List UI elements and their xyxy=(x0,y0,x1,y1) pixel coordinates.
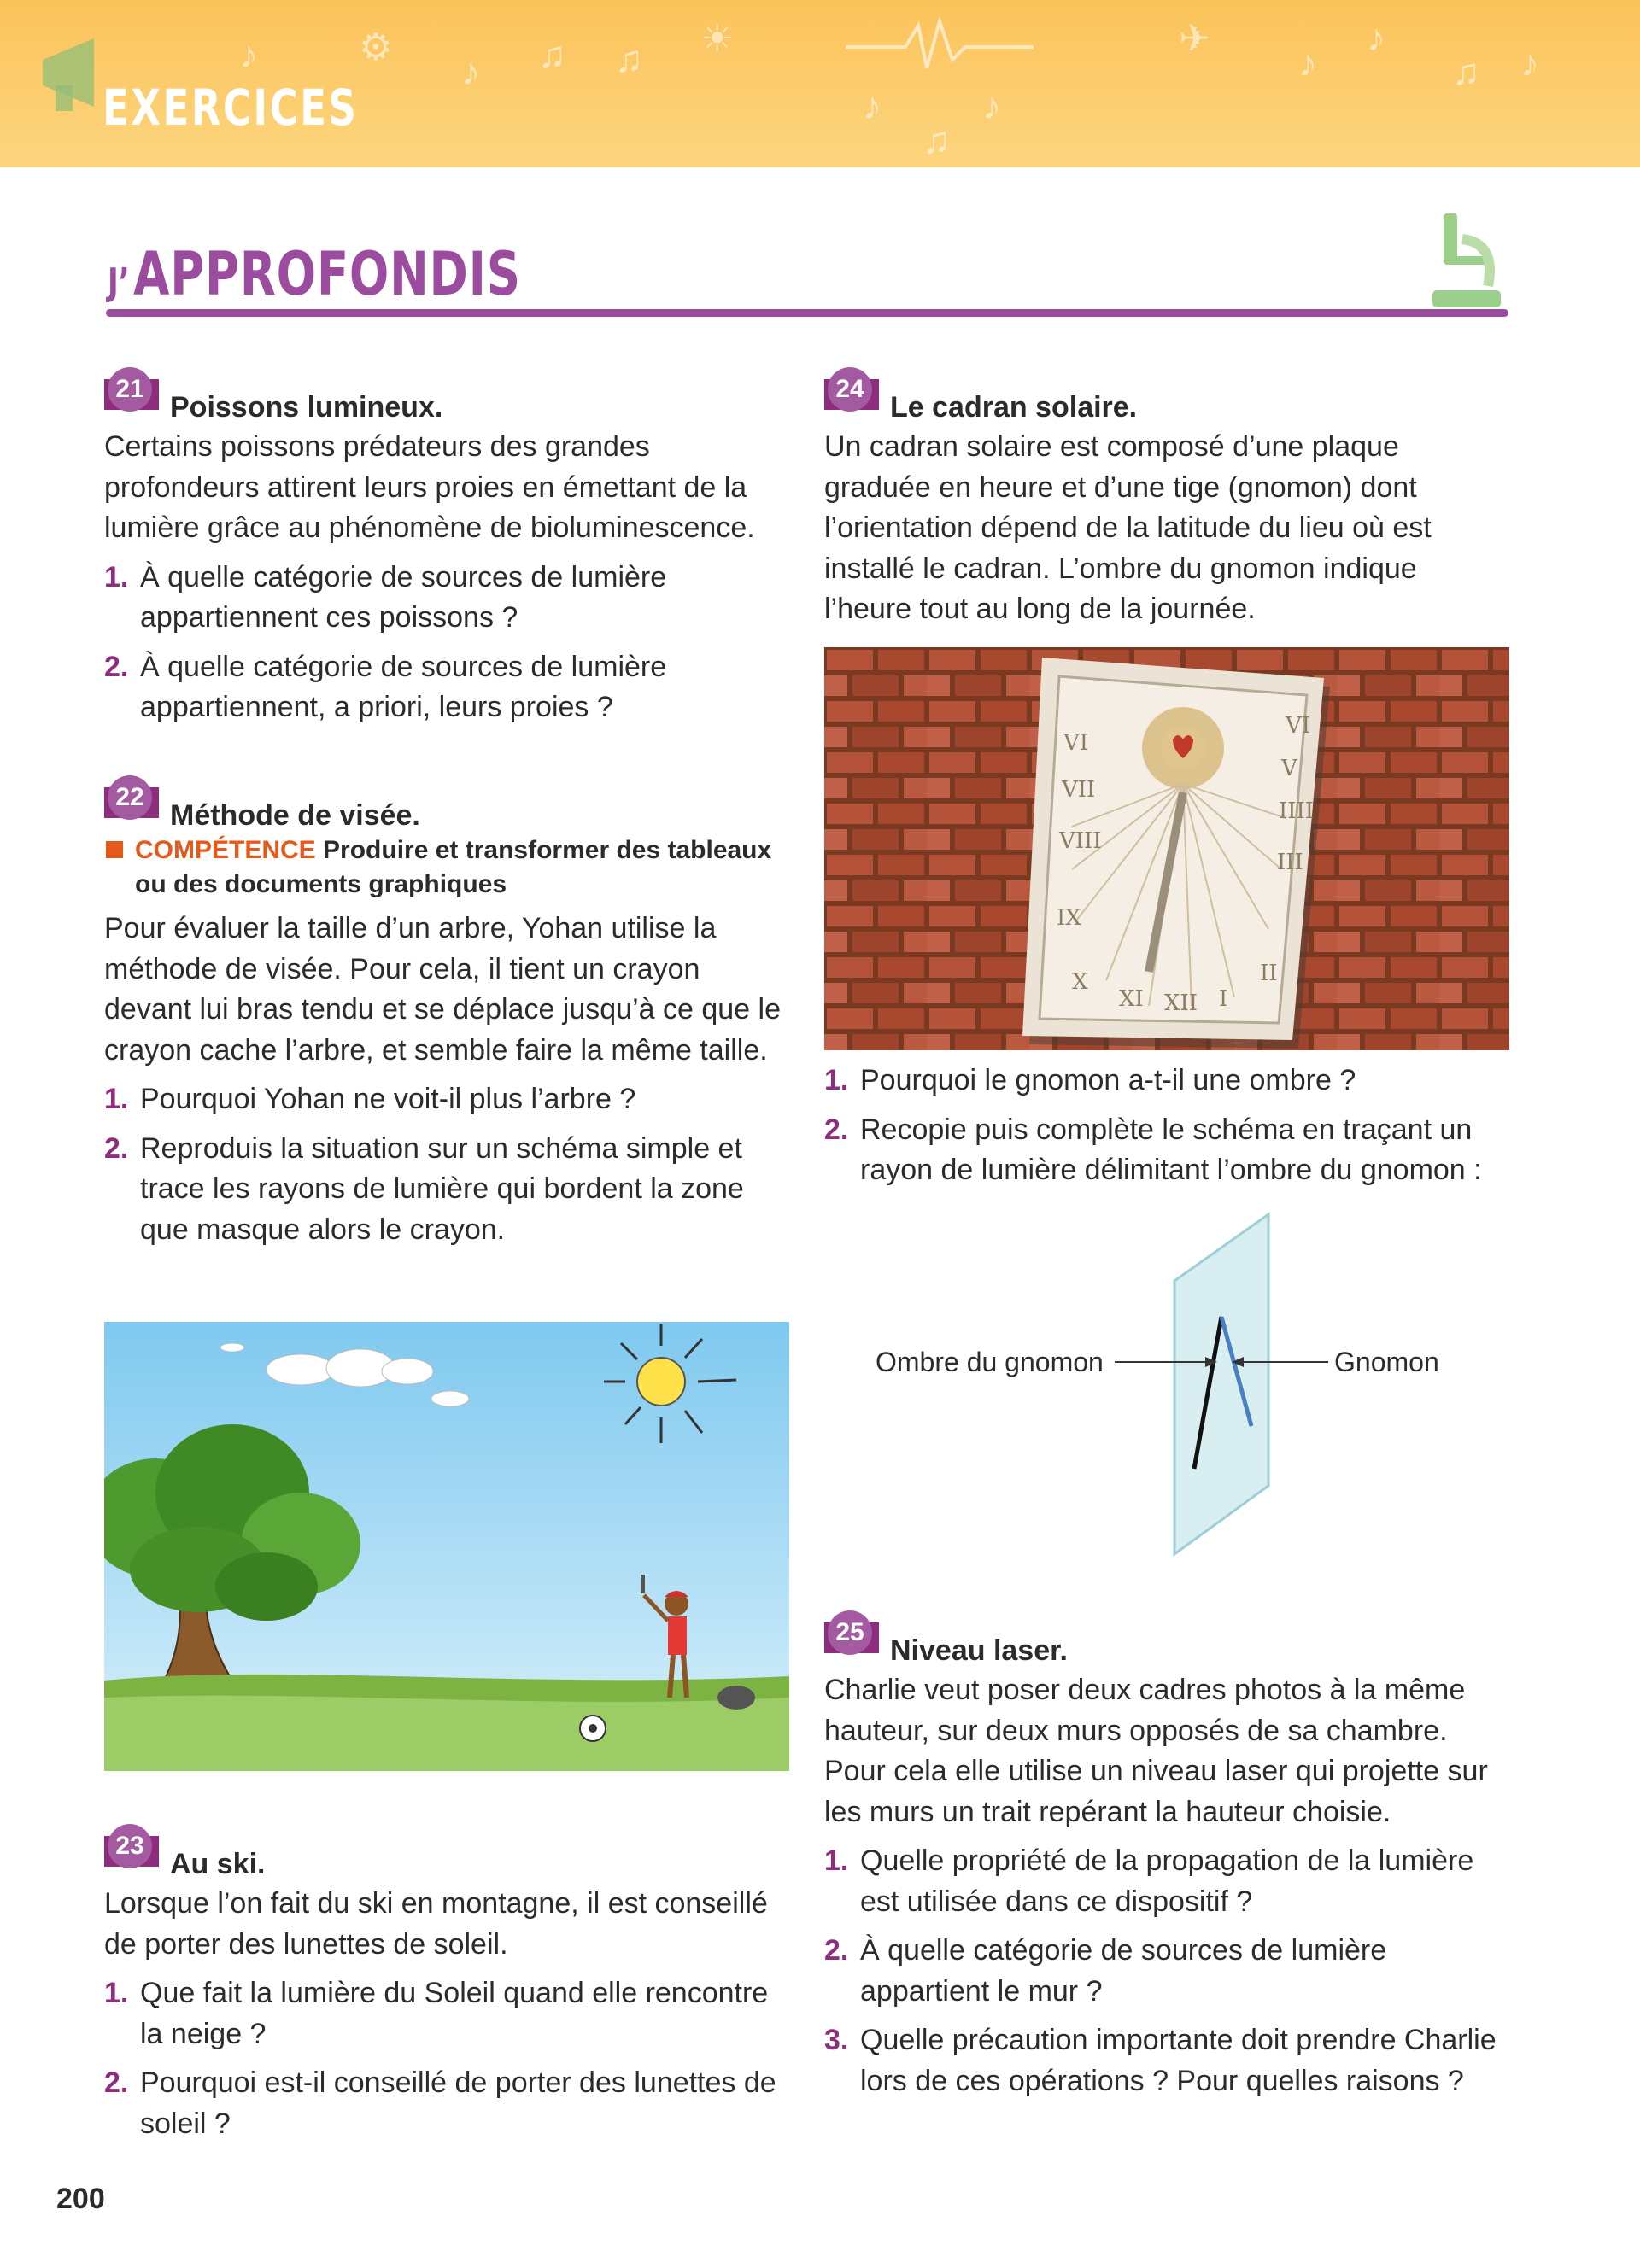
sundial-photo xyxy=(824,647,1509,1050)
question xyxy=(104,2063,788,2144)
exercise-23 xyxy=(104,1824,788,2144)
exercise-header xyxy=(824,367,1508,424)
exercise-24-questions xyxy=(824,1061,1508,1191)
question-text: À quelle catégorie de sources de lumière appartiennent, a priori, leurs proies ? xyxy=(140,650,667,723)
music-note-icon: ♪ xyxy=(461,51,480,93)
exercise-intro: Charlie veut poser deux cadres photos à la même hauteur, sur deux murs opposés de sa chambre. Pour cela elle utilise un niveau laser qui projette sur les murs un trait repérant la hauteur choisie. xyxy=(824,1674,1488,1828)
exercise-header xyxy=(104,367,788,424)
competence-label: COMPÉTENCE xyxy=(135,836,316,864)
question-text: Recopie puis complète le schéma en traçant un rayon de lumière délimitant l’ombre du gnomon : xyxy=(860,1113,1482,1186)
gnomon-diagram xyxy=(824,1204,1509,1563)
question-number: 1. xyxy=(104,1083,129,1115)
question-text: À quelle catégorie de sources de lumière appartiennent ces poissons ? xyxy=(140,560,667,634)
question-text: Reproduis la situation sur un schéma simple et trace les rayons de lumière qui bordent la zone que masque alors le crayon. xyxy=(140,1131,744,1246)
music-note-icon: ♫ xyxy=(1452,51,1480,93)
sun-icon: ☀ xyxy=(700,18,735,60)
question-number: 2. xyxy=(104,1131,129,1165)
question-text: Pourquoi est-il conseillé de porter des lunettes de soleil ? xyxy=(140,2066,776,2140)
music-note-icon: ♪ xyxy=(1367,17,1385,59)
sundial-numeral: IX xyxy=(1057,905,1081,931)
question xyxy=(824,1061,1508,1102)
question-number: 1. xyxy=(104,560,129,593)
music-note-icon: ♪ xyxy=(982,85,1001,127)
question-text: Quelle propriété de la propagation de la lumière est utilisée dans ce dispositif ? xyxy=(860,1844,1474,1918)
sundial-numeral: III xyxy=(1277,850,1303,875)
question xyxy=(104,1079,788,1120)
tree-illustration xyxy=(104,1322,789,1771)
sundial-plane xyxy=(1174,1214,1268,1554)
exercise-intro: Un cadran solaire est composé d’une plaque graduée en heure et d’une tige (gnomon) dont l’orientation dépend de la latitude du lieu où est installé le cadran. L’ombre du gnomon indique l’heure tout au long de la journée. xyxy=(824,430,1432,625)
music-note-icon: ♪ xyxy=(239,34,258,76)
shadow-label: Ombre du gnomon xyxy=(876,1347,1104,1377)
exercise-title: Le cadran solaire. xyxy=(890,391,1138,424)
bag-icon xyxy=(718,1686,755,1710)
competence xyxy=(104,833,788,902)
section-rule xyxy=(106,309,1508,317)
question-text: Que fait la lumière du Soleil quand elle rencontre la neige ? xyxy=(140,1977,769,2050)
microscope-icon xyxy=(1428,205,1510,316)
ball-icon xyxy=(580,1716,606,1741)
question xyxy=(104,558,788,639)
exercise-title: Méthode de visée. xyxy=(170,799,420,832)
sundial-numeral: IIII xyxy=(1279,798,1315,824)
gnomon-label: Gnomon xyxy=(1334,1347,1439,1377)
exercise-number: 25 xyxy=(828,1610,872,1655)
music-note-icon: ♫ xyxy=(922,120,951,161)
sundial-numeral: VI xyxy=(1286,713,1311,739)
question xyxy=(824,1110,1508,1191)
question-text: Pourquoi Yohan ne voit-il plus l’arbre ? xyxy=(140,1083,636,1115)
section-title-text: APPROFONDIS xyxy=(133,239,521,309)
music-note-icon: ♫ xyxy=(538,34,566,76)
exercise-number: 22 xyxy=(108,775,152,820)
competence-square-icon xyxy=(106,841,123,858)
page-number: 200 xyxy=(56,2183,105,2215)
question xyxy=(104,1973,788,2055)
question-number: 1. xyxy=(824,1844,849,1877)
competence-text: Produire et transformer des tableaux ou des documents graphiques xyxy=(135,836,772,898)
sun-face-icon xyxy=(1142,707,1224,789)
exercise-title: Niveau laser. xyxy=(890,1634,1068,1667)
gear-icon: ⚙ xyxy=(359,26,393,68)
exercise-number: 21 xyxy=(108,367,152,412)
sundial-numeral: I xyxy=(1219,986,1228,1012)
question-number: 1. xyxy=(824,1064,849,1096)
music-note-icon: ♪ xyxy=(1298,43,1317,85)
sundial-numeral: VI xyxy=(1063,730,1089,756)
question xyxy=(824,2020,1508,2101)
music-note-icon: ♪ xyxy=(863,85,882,127)
exercise-intro: Lorsque l’on fait du ski en montagne, il est conseillé de porter des lunettes de soleil. xyxy=(104,1887,768,1961)
question-number: 2. xyxy=(104,2066,129,2099)
sundial-numeral: II xyxy=(1260,961,1278,986)
question-number: 2. xyxy=(104,650,129,683)
question-text: À quelle catégorie de sources de lumière appartient le mur ? xyxy=(860,1934,1387,2008)
exercise-24 xyxy=(824,367,1508,630)
exercise-header xyxy=(824,1610,1508,1667)
sundial-numeral: V xyxy=(1281,756,1297,781)
exercise-25 xyxy=(824,1610,1508,2101)
waveform-icon xyxy=(846,17,1034,77)
question-number: 2. xyxy=(824,1113,849,1146)
section-title xyxy=(108,239,521,309)
exercise-21 xyxy=(104,367,788,728)
question xyxy=(824,1841,1508,1922)
section-title-prefix: J’ xyxy=(108,260,130,304)
sundial-numeral: VII xyxy=(1062,777,1096,803)
sundial-numeral: VIII xyxy=(1059,828,1102,854)
question-number: 1. xyxy=(104,1977,129,2009)
exercise-title: Poissons lumineux. xyxy=(170,391,443,424)
exercise-header xyxy=(104,775,788,832)
exercise-intro: Certains poissons prédateurs des grandes profondeurs attirent leurs proies en émettant de la lumière grâce au phénomène de bioluminescence. xyxy=(104,430,755,544)
music-note-icon: ♫ xyxy=(615,38,643,80)
sundial-plate xyxy=(1022,658,1330,1049)
exercise-number: 24 xyxy=(828,367,872,412)
question xyxy=(104,647,788,728)
question xyxy=(824,1931,1508,2012)
sundial-numeral: XI xyxy=(1119,986,1144,1012)
question-text: Pourquoi le gnomon a-t-il une ombre ? xyxy=(860,1064,1356,1096)
sundial-numeral: X xyxy=(1072,969,1088,995)
sundial-numeral: XII xyxy=(1164,991,1198,1016)
banner-title: EXERCICES xyxy=(102,79,359,137)
music-note-icon: ♪ xyxy=(1520,43,1539,85)
header-banner xyxy=(0,0,1640,167)
exercise-header xyxy=(104,1824,788,1880)
exercise-intro: Pour évaluer la taille d’un arbre, Yohan utilise la méthode de visée. Pour cela, il tient un crayon devant lui bras tendu et se déplace jusqu’à ce que le crayon cache l’arbre, et semble faire la même taille. xyxy=(104,912,781,1067)
exercise-number: 23 xyxy=(108,1824,152,1868)
question-text: Quelle précaution importante doit prendre Charlie lors de ces opérations ? Pour quelles raisons ? xyxy=(860,2024,1496,2097)
question xyxy=(104,1129,788,1251)
exercise-22 xyxy=(104,775,788,1250)
question-number: 2. xyxy=(824,1934,849,1967)
satellite-icon: ✈ xyxy=(1179,18,1210,60)
exercise-title: Au ski. xyxy=(170,1848,266,1880)
question-number: 3. xyxy=(824,2024,849,2056)
